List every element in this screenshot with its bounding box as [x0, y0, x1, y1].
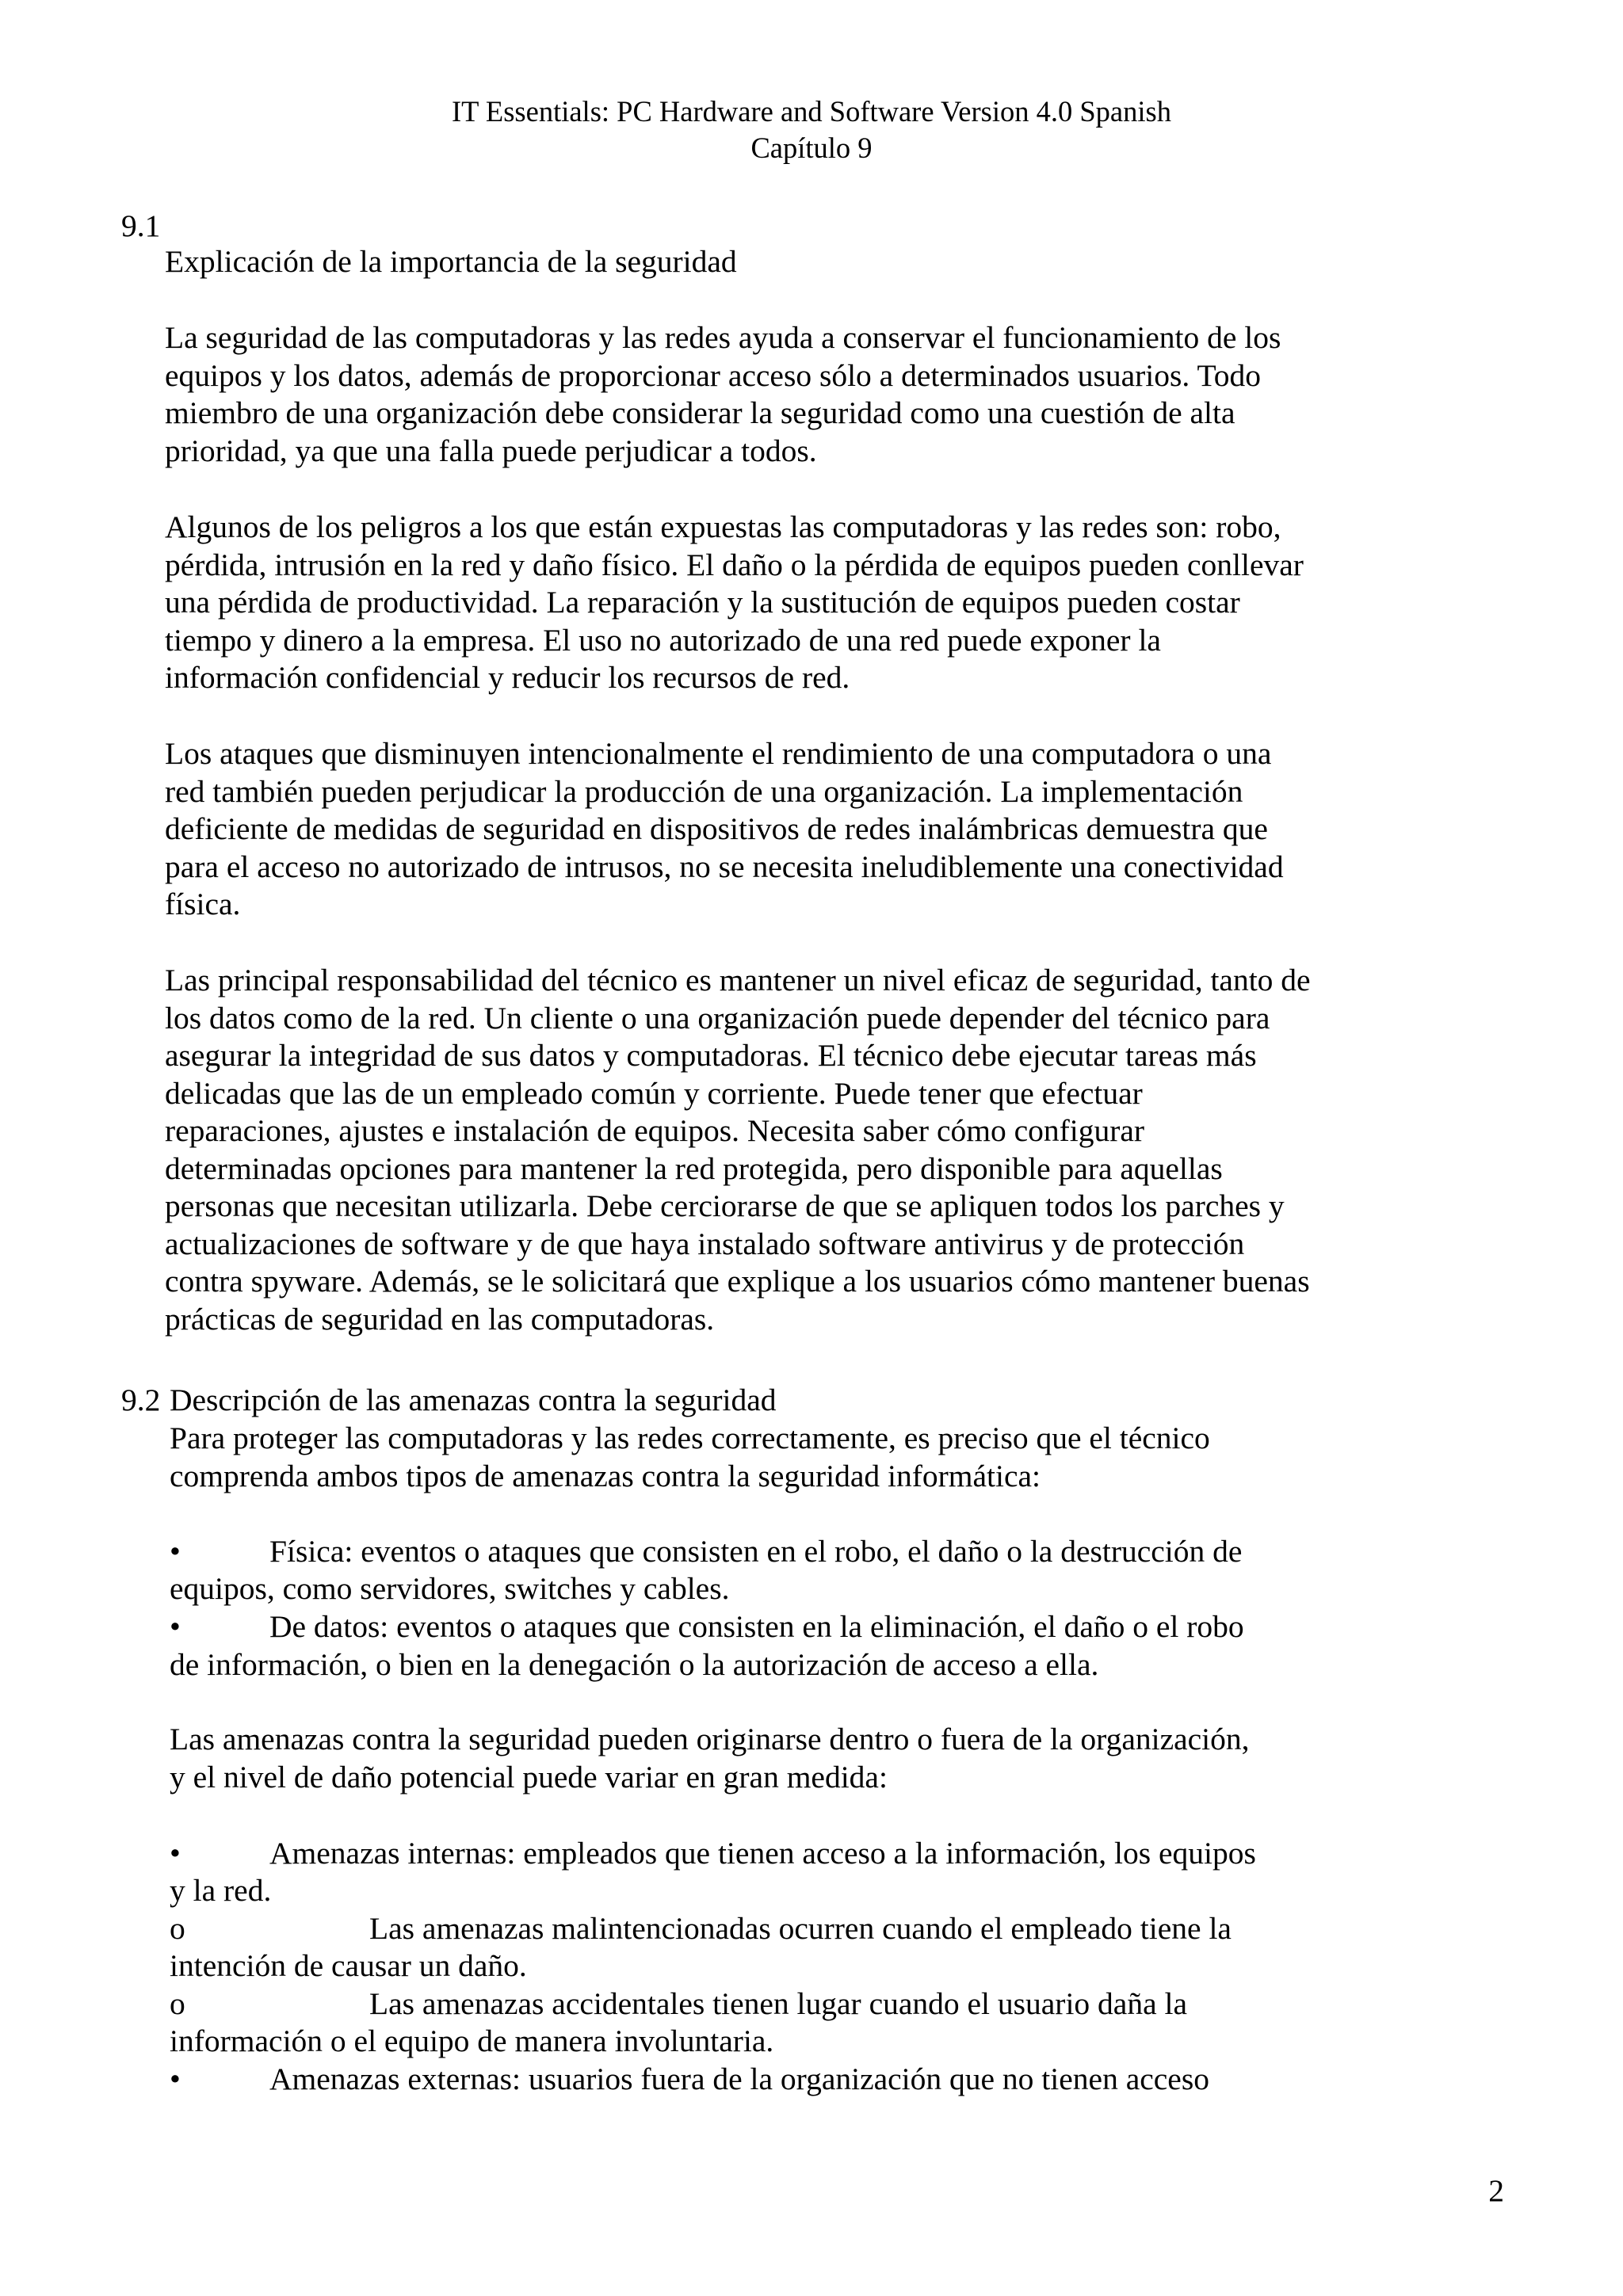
text-line: red también pueden perjudicar la producción de una organización. La implementación	[165, 773, 1243, 809]
section-number-9-2: 9.2	[121, 1383, 161, 1417]
text-line: actualizaciones de software y de que haya instalado software antivirus y de protección	[165, 1226, 1245, 1261]
sub-bullet-item-accidentales: Las amenazas accidentales tienen lugar cuando el usuario daña la	[369, 1986, 1187, 2021]
text-line: delicadas que las de un empleado común y corriente. Puede tener que efectuar	[165, 1075, 1143, 1111]
text-line: los datos como de la red. Un cliente o una organización puede depender del técnico para	[165, 1000, 1270, 1035]
chapter-title: Capítulo 9	[750, 132, 873, 164]
sub-bullet-marker: o	[170, 1911, 185, 1946]
paragraph-9-2-intro	[170, 1420, 1210, 1495]
text-line: Los ataques que disminuyen intencionalmente el rendimiento de una computadora o una	[165, 736, 1272, 771]
section-title-9-2: Descripción de las amenazas contra la seguridad	[170, 1383, 777, 1417]
text-line: tiempo y dinero a la empresa. El uso no autorizado de una red puede exponer la	[165, 622, 1161, 658]
text-line: comprenda ambos tipos de amenazas contra la seguridad informática:	[170, 1458, 1041, 1493]
bullet-continuation: información o el equipo de manera involuntaria.	[170, 2023, 774, 2058]
bullet-marker: •	[170, 1534, 181, 1569]
paragraph-9-1-1	[165, 319, 1281, 470]
text-line: contra spyware. Además, se le solicitará que explique a los usuarios cómo mantener buenas	[165, 1264, 1310, 1299]
bullet-continuation: equipos, como servidores, switches y cables.	[170, 1571, 730, 1606]
text-line: Las principal responsabilidad del técnico es mantener un nivel eficaz de seguridad, tanto de	[165, 963, 1311, 997]
bullet-continuation: intención de causar un daño.	[170, 1948, 527, 1983]
text-line: equipos y los datos, además de proporcionar acceso sólo a determinados usuarios. Todo	[165, 357, 1262, 393]
text-line: miembro de una organización debe considerar la seguridad como una cuestión de alta	[165, 395, 1235, 430]
paragraph-9-2-middle	[170, 1721, 1250, 1796]
bullet-marker: •	[170, 2061, 181, 2096]
bullet-item-amenazas-externas: Amenazas externas: usuarios fuera de la organización que no tienen acceso	[269, 2061, 1209, 2096]
text-line: Para proteger las computadoras y las redes correctamente, es preciso que el técnico	[170, 1421, 1210, 1455]
text-line: una pérdida de productividad. La reparación y la sustitución de equipos pueden costar	[165, 585, 1240, 620]
sub-bullet-marker: o	[170, 1986, 185, 2021]
paragraph-9-1-3	[165, 735, 1284, 924]
text-line: deficiente de medidas de seguridad en dispositivos de redes inalámbricas demuestra que	[165, 811, 1268, 846]
sub-bullet-item-malintencionadas: Las amenazas malintencionadas ocurren cuando el empleado tiene la	[369, 1911, 1232, 1946]
text-line: y el nivel de daño potencial puede variar en gran medida:	[170, 1759, 888, 1794]
bullet-item-amenazas-internas: Amenazas internas: empleados que tienen acceso a la información, los equipos	[269, 1836, 1256, 1871]
text-line: personas que necesitan utilizarla. Debe cerciorarse de que se apliquen todos los parches y	[165, 1188, 1285, 1223]
text-line: información confidencial y reducir los recursos de red.	[165, 660, 850, 695]
text-line: determinadas opciones para mantener la red protegida, pero disponible para aquellas	[165, 1150, 1223, 1186]
bullet-continuation: de información, o bien en la denegación o la autorización de acceso a ella.	[170, 1647, 1099, 1682]
bullet-item-fisica: Física: eventos o ataques que consisten en el robo, el daño o la destrucción de	[269, 1534, 1243, 1569]
text-line: prácticas de seguridad en las computadoras.	[165, 1301, 715, 1337]
page-number: 2	[1488, 2173, 1504, 2208]
paragraph-9-1-2	[165, 509, 1304, 697]
section-number-9-1: 9.1	[121, 208, 161, 243]
text-line: física.	[165, 887, 241, 921]
text-line: Las amenazas contra la seguridad pueden originarse dentro o fuera de la organización,	[170, 1722, 1250, 1756]
text-line: prioridad, ya que una falla puede perjudicar a todos.	[165, 433, 817, 468]
text-line: Algunos de los peligros a los que están expuestas las computadoras y las redes son: robo,	[165, 509, 1281, 544]
document-title: IT Essentials: PC Hardware and Software Version 4.0 Spanish	[452, 95, 1171, 128]
text-line: La seguridad de las computadoras y las redes ayuda a conservar el funcionamiento de los	[165, 320, 1281, 355]
paragraph-9-1-4	[165, 962, 1311, 1338]
bullet-item-datos: De datos: eventos o ataques que consisten en la eliminación, el daño o el robo	[269, 1609, 1244, 1644]
section-title-9-1: Explicación de la importancia de la seguridad	[165, 244, 737, 279]
text-line: asegurar la integridad de sus datos y computadoras. El técnico debe ejecutar tareas más	[165, 1038, 1257, 1073]
text-line: para el acceso no autorizado de intrusos, no se necesita ineludiblemente una conectividad	[165, 849, 1284, 884]
bullet-marker: •	[170, 1609, 181, 1644]
text-line: reparaciones, ajustes e instalación de equipos. Necesita saber cómo configurar	[165, 1113, 1145, 1148]
page-header	[0, 93, 1623, 166]
bullet-continuation: y la red.	[170, 1873, 272, 1908]
bullet-marker: •	[170, 1836, 181, 1871]
text-line: pérdida, intrusión en la red y daño físico. El daño o la pérdida de equipos pueden conllevar	[165, 547, 1304, 582]
